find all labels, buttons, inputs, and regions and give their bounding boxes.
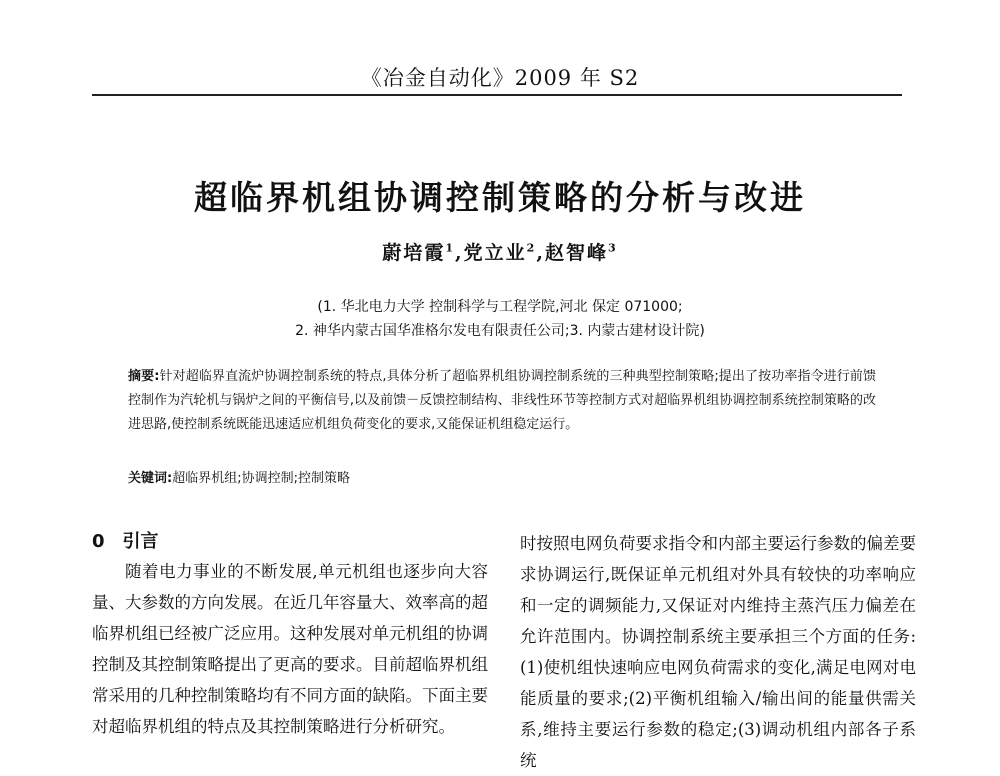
author-separator: , xyxy=(455,242,464,264)
keywords xyxy=(128,467,876,486)
abstract-text: 针对超临界直流炉协调控制系统的特点,具体分析了超临界机组协调控制系统的三种典型控制策略;提出了按功率指令进行前馈控制作为汽轮机与锅炉之间的平衡信号,以及前馈－反馈控制结构、非线性环节等控制方式对超临界机组协调控制系统控制策略的改进思路,使控制系统既能迅速适应机组负荷变化的要求,又能保证机组稳定运行。 xyxy=(128,369,876,432)
body-column-left xyxy=(92,528,488,742)
author-affil-mark: 1 xyxy=(445,241,456,255)
author-name: 蔚培霞 xyxy=(382,242,446,264)
section-number: 0 xyxy=(92,531,105,552)
body-column-right xyxy=(520,528,916,776)
author-name: 党立业 xyxy=(463,242,527,264)
body-paragraph: 随着电力事业的不断发展,单元机组也逐步向大容量、大参数的方向发展。在近几年容量大、效率高的超临界机组已经被广泛应用。这种发展对单元机组的协调控制及其控制策略提出了更高的要求。目前超临界机组常采用的几种控制策略均有不同方面的缺陷。下面主要对超临界机组的特点及其控制策略进行分析研究。 xyxy=(92,562,488,736)
keywords-text: 超临界机组;协调控制;控制策略 xyxy=(172,471,350,486)
author-list xyxy=(0,238,1000,265)
author-separator: , xyxy=(536,242,545,264)
author-affil-mark: 3 xyxy=(607,241,618,255)
section-heading xyxy=(92,528,488,556)
abstract xyxy=(128,365,876,437)
body-paragraph-continued: 时按照电网负荷要求指令和内部主要运行参数的偏差要求协调运行,既保证单元机组对外具有较快的功率响应和一定的调频能力,又保证对内维持主蒸汽压力偏差在允许范围内。协调控制系统主要承担三个方面的任务:(1)使机组快速响应电网负荷需求的变化,满足电网对电能质量的要求;(2)平衡机组输入/输出间的能量供需关系,维持主要运行参数的稳定;(3)调动机组内部各子系统 xyxy=(520,534,916,770)
affiliation-line-2: 2. 神华内蒙古国华准格尔发电有限责任公司;3. 内蒙古建材设计院) xyxy=(295,323,705,339)
author-name: 赵智峰 xyxy=(544,242,608,264)
paper-title: 超临界机组协调控制策略的分析与改进 xyxy=(194,178,806,217)
affiliation-line-1: (1. 华北电力大学 控制科学与工程学院,河北 保定 071000; xyxy=(317,299,683,315)
header-rule xyxy=(92,94,902,96)
abstract-label: 摘要: xyxy=(128,369,160,384)
section-title: 引言 xyxy=(122,531,159,552)
keywords-label: 关键词: xyxy=(128,471,173,486)
running-head: 《冶金自动化》2009 年 S2 xyxy=(360,66,640,90)
author-affil-mark: 2 xyxy=(526,241,537,255)
